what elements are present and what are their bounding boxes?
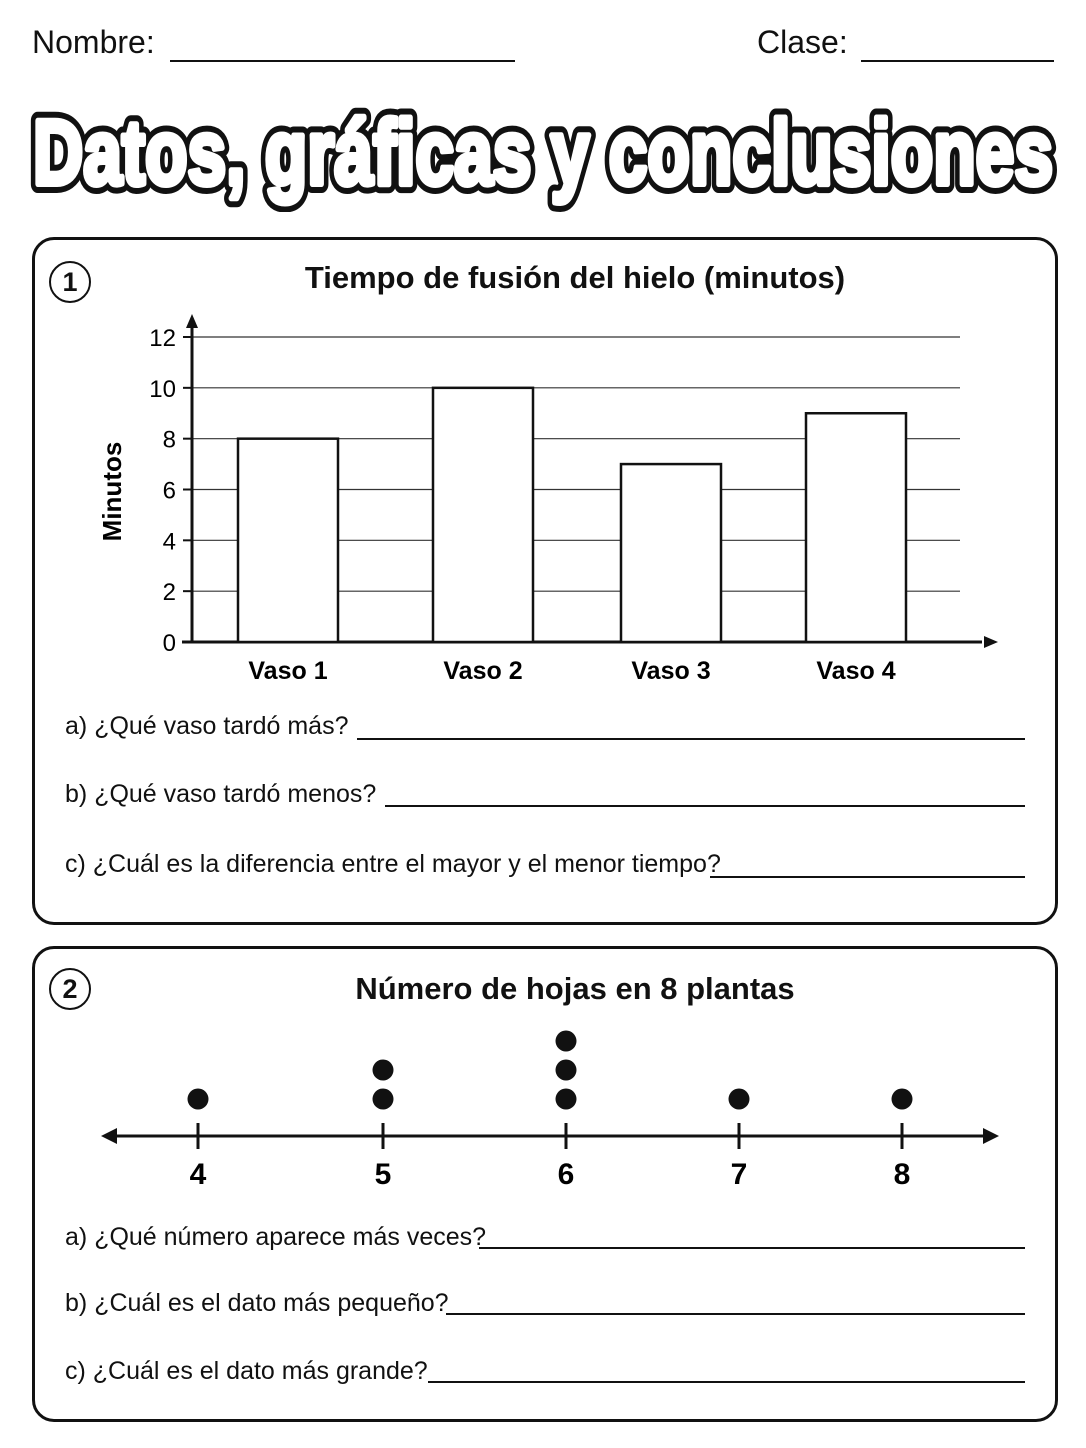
bar: [238, 439, 338, 642]
y-axis-arrow-icon: [186, 314, 198, 328]
x-tick-label: Vaso 1: [248, 657, 328, 685]
x-tick-label: Vaso 3: [631, 657, 711, 685]
data-dot: [892, 1089, 913, 1110]
answer-line-1c[interactable]: [710, 876, 1025, 878]
answer-line-2b[interactable]: [446, 1313, 1025, 1315]
name-label: Nombre:: [32, 24, 155, 60]
exercise-2-card: [32, 946, 1058, 1422]
class-input-line[interactable]: [861, 60, 1054, 62]
class-label: Clase:: [757, 24, 848, 60]
tick-label: 6: [557, 1158, 575, 1191]
y-tick-label: 6: [162, 477, 176, 505]
bar: [433, 388, 533, 642]
question-1b: [65, 780, 376, 809]
bar: [806, 413, 906, 642]
y-tick-label: 4: [162, 528, 176, 556]
question-2b: [65, 1289, 449, 1318]
data-dot: [556, 1060, 577, 1081]
bar-chart: [35, 310, 1055, 770]
question-text: ¿Cuál es el dato más pequeño?: [94, 1289, 449, 1317]
tick-label: 7: [730, 1158, 748, 1191]
left-arrow-icon: [101, 1128, 117, 1144]
question-text: ¿Qué número aparece más veces?: [94, 1223, 487, 1251]
answer-line-1a[interactable]: [357, 738, 1025, 740]
data-dot: [188, 1089, 209, 1110]
data-dot: [373, 1089, 394, 1110]
question-text: ¿Qué vaso tardó más?: [94, 712, 349, 740]
data-dot: [556, 1089, 577, 1110]
svg-text:Datos, gráficas y conclusiones: Datos, gráficas y conclusiones: [33, 102, 1053, 204]
y-tick-label: 0: [162, 630, 176, 657]
data-dot: [373, 1060, 394, 1081]
svg-text:Datos, gráficas y conclusiones: Datos, gráficas y conclusiones: [33, 102, 1053, 204]
data-dot: [729, 1089, 750, 1110]
question-letter: a): [65, 712, 88, 740]
tick-label: 8: [893, 1158, 911, 1191]
exercise-1-card: [32, 237, 1058, 925]
page-title: [0, 88, 1086, 212]
answer-line-2a[interactable]: [479, 1247, 1025, 1249]
dot-plot: [35, 1025, 1055, 1195]
bar: [621, 464, 721, 642]
name-input-line[interactable]: [170, 60, 515, 62]
x-axis-arrow-icon: [984, 636, 998, 648]
question-letter: a): [65, 1223, 88, 1251]
question-1c: [65, 850, 721, 879]
y-tick-label: 8: [162, 426, 176, 454]
question-letter: b): [65, 780, 88, 808]
question-letter: c): [65, 850, 86, 878]
y-tick-label: 2: [162, 579, 176, 607]
y-tick-label: 10: [149, 375, 176, 403]
exercise-number-1: 1: [49, 261, 91, 303]
tick-label: 5: [374, 1158, 392, 1191]
question-letter: b): [65, 1289, 88, 1317]
data-dot: [556, 1031, 577, 1052]
answer-line-1b[interactable]: [385, 805, 1025, 807]
right-arrow-icon: [983, 1128, 999, 1144]
question-text: ¿Qué vaso tardó menos?: [94, 780, 377, 808]
tick-label: 4: [189, 1158, 207, 1191]
question-2a: [65, 1223, 486, 1252]
question-text: ¿Cuál es la diferencia entre el mayor y el menor tiempo?: [92, 850, 721, 878]
question-text: ¿Cuál es el dato más grande?: [92, 1357, 428, 1385]
bar-chart-title: Tiempo de fusión del hielo (minutos): [304, 260, 846, 295]
y-tick-label: 12: [149, 325, 176, 352]
exercise-number-2: 2: [49, 968, 91, 1010]
question-2c: [65, 1357, 428, 1386]
y-axis-label: Minutos: [97, 441, 127, 542]
question-1a: [65, 712, 348, 741]
answer-line-2c[interactable]: [428, 1381, 1025, 1383]
dot-plot-title: Número de hojas en 8 plantas: [355, 971, 795, 1006]
x-tick-label: Vaso 4: [816, 657, 896, 685]
question-letter: c): [65, 1357, 86, 1385]
x-tick-label: Vaso 2: [443, 657, 523, 685]
